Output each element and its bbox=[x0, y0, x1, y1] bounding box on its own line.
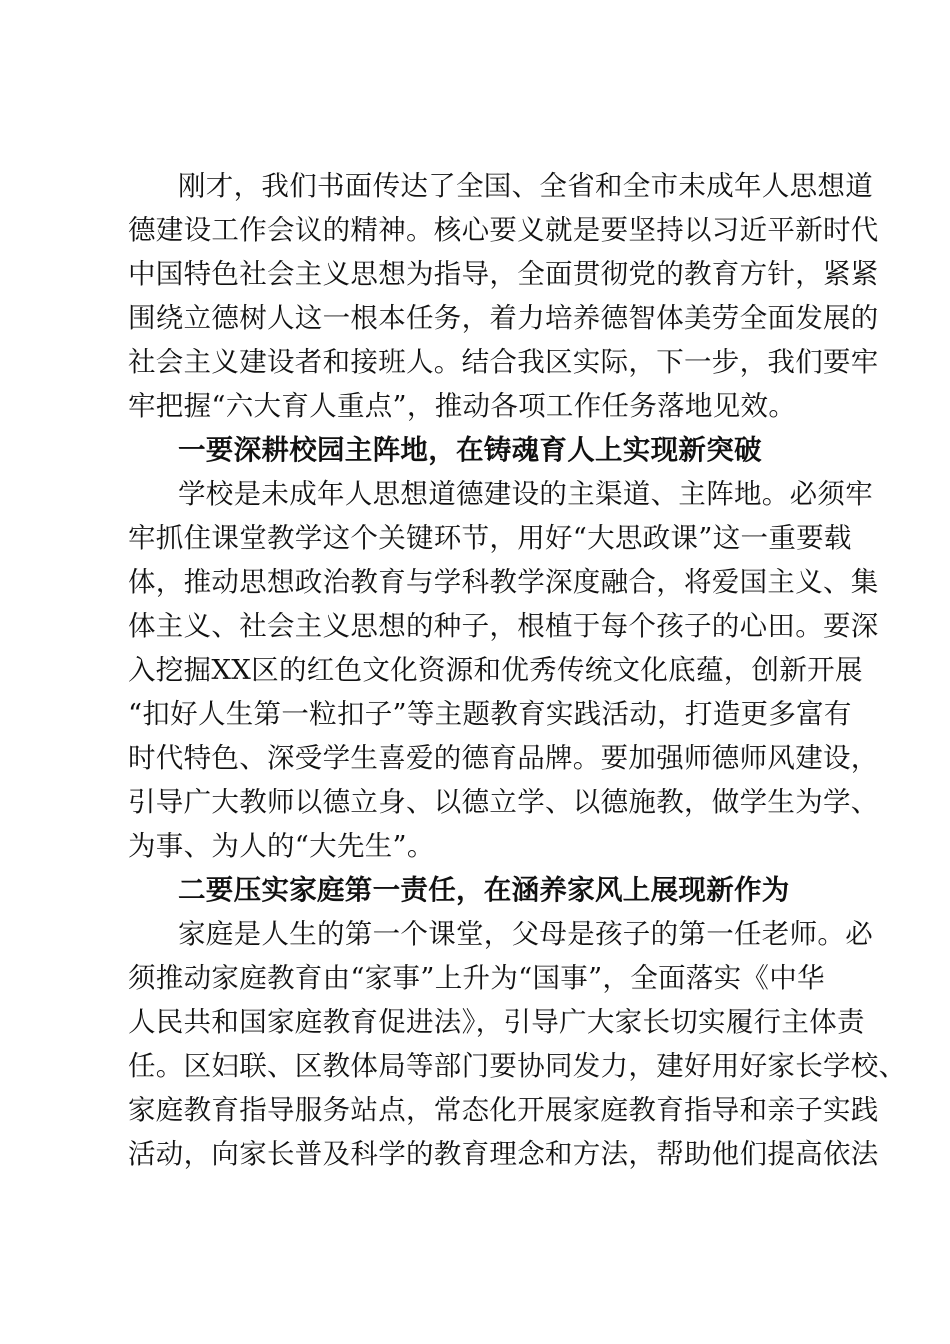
paragraph-2-line-2: 牢抓住课堂教学这个关键环节，用好“大思政课”这一重要载 bbox=[128, 522, 852, 554]
paragraph-1-line-5: 社会主义建设者和接班人。结合我区实际，下一步，我们要牢 bbox=[128, 346, 879, 378]
paragraph-2-line-1: 学校是未成年人思想道德建设的主渠道、主阵地。必须牢 bbox=[178, 478, 873, 510]
paragraph-2-line-3: 体，推动思想政治教育与学科教学深度融合，将爱国主义、集 bbox=[128, 566, 879, 598]
paragraph-1-line-1: 刚才，我们书面传达了全国、全省和全市未成年人思想道 bbox=[178, 170, 873, 202]
paragraph-2-line-9: 为事、为人的“大先生”。 bbox=[128, 830, 435, 862]
paragraph-2-line-4: 体主义、社会主义思想的种子，根植于每个孩子的心田。要深 bbox=[128, 610, 879, 642]
paragraph-3-line-3: 人民共和国家庭教育促进法》，引导广大家长切实履行主体责 bbox=[128, 1006, 865, 1038]
section-heading-1: 一要深耕校园主阵地，在铸魂育人上实现新突破 bbox=[178, 434, 762, 466]
paragraph-2-line-7: 时代特色、深受学生喜爱的德育品牌。要加强师德师风建设， bbox=[128, 742, 879, 774]
paragraph-1-line-4: 围绕立德树人这一根本任务，着力培养德智体美劳全面发展的 bbox=[128, 302, 879, 334]
paragraph-3-line-5: 家庭教育指导服务站点，常态化开展家庭教育指导和亲子实践 bbox=[128, 1094, 879, 1126]
paragraph-2-line-8: 引导广大教师以德立身、以德立学、以德施教，做学生为学、 bbox=[128, 786, 879, 818]
section-heading-2: 二要压实家庭第一责任，在涵养家风上展现新作为 bbox=[178, 874, 790, 906]
paragraph-2-line-5: 入挖掘XX区的红色文化资源和优秀传统文化底蕴，创新开展 bbox=[128, 654, 863, 686]
paragraph-3-line-1: 家庭是人生的第一个课堂，父母是孩子的第一任老师。必 bbox=[178, 918, 873, 950]
paragraph-1-line-6: 牢把握“六大育人重点”，推动各项工作任务落地见效。 bbox=[128, 390, 797, 422]
paragraph-2-line-6: “扣好人生第一粒扣子”等主题教育实践活动，打造更多富有 bbox=[128, 698, 852, 730]
paragraph-3-line-4: 任。区妇联、区教体局等部门要协同发力，建好用好家长学校、 bbox=[128, 1050, 907, 1082]
paragraph-1-line-3: 中国特色社会主义思想为指导，全面贯彻党的教育方针，紧紧 bbox=[128, 258, 879, 290]
paragraph-1-line-2: 德建设工作会议的精神。核心要义就是要坚持以习近平新时代 bbox=[128, 214, 879, 246]
paragraph-3-line-2: 须推动家庭教育由“家事”上升为“国事”，全面落实《中华 bbox=[128, 962, 825, 994]
paragraph-3-line-6: 活动，向家长普及科学的教育理念和方法，帮助他们提高依法 bbox=[128, 1138, 879, 1170]
